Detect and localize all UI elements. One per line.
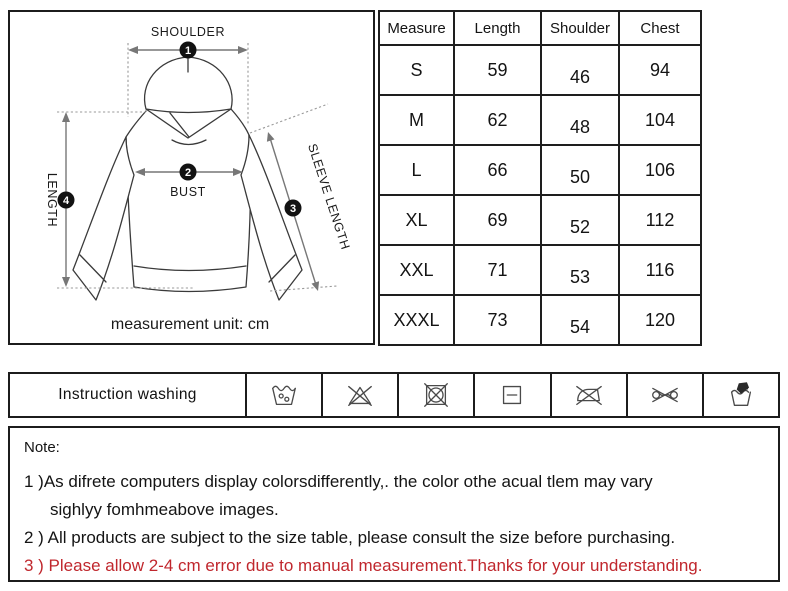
length-value: 73 (454, 295, 541, 345)
header-shoulder: Shoulder (541, 11, 619, 45)
washing-cell (628, 374, 704, 416)
note-line-1-continued: sighlyy fomhmeabove images. (50, 500, 279, 519)
chest-value: 106 (619, 145, 701, 195)
washing-instructions-label: Instruction washing (10, 374, 247, 416)
note-title: Note: (24, 439, 60, 456)
measurement-unit-label: measurement unit: cm (110, 316, 270, 333)
shoulder-value: 46 (541, 45, 619, 95)
header-measure: Measure (379, 11, 454, 45)
hoodie-diagram-svg (10, 12, 373, 343)
washing-cell (552, 374, 628, 416)
size-table-header-row (379, 11, 701, 45)
header-length: Length (454, 11, 541, 45)
size-table (378, 10, 702, 346)
table-row-l (379, 145, 701, 195)
notes-section (8, 426, 780, 582)
washing-cell (475, 374, 551, 416)
svg-text:4: 4 (62, 195, 70, 207)
shoulder-value: 48 (541, 95, 619, 145)
washing-cell (323, 374, 399, 416)
hand-wash-icon (725, 380, 757, 410)
dry-flat-icon (496, 380, 528, 410)
washing-cell (247, 374, 323, 416)
size-name: S (379, 45, 454, 95)
note-line-1: 1 )As difrete computers display colorsdifferently,. the color othe acual tlem may vary (24, 472, 653, 491)
shoulder-value: 54 (541, 295, 619, 345)
sleeve-length-label: SLEEVE LENGTH (305, 141, 353, 252)
note-line-3: 3 ) Please allow 2-4 cm error due to manual measurement.Thanks for your understanding. (24, 556, 703, 575)
do-not-iron-icon (573, 380, 605, 410)
length-value: 71 (454, 245, 541, 295)
size-name: XXL (379, 245, 454, 295)
size-name: L (379, 145, 454, 195)
chest-value: 94 (619, 45, 701, 95)
length-value: 69 (454, 195, 541, 245)
svg-text:1: 1 (184, 45, 192, 57)
shoulder-label: SHOULDER (150, 25, 226, 39)
do-not-bleach-icon (344, 380, 376, 410)
chest-value: 116 (619, 245, 701, 295)
bust-label: BUST (170, 185, 206, 199)
note-line-2: 2 ) All products are subject to the size table, please consult the size before purchasing. (24, 528, 676, 547)
length-value: 59 (454, 45, 541, 95)
chest-value: 104 (619, 95, 701, 145)
length-value: 66 (454, 145, 541, 195)
shoulder-value: 52 (541, 195, 619, 245)
table-row-xxl (379, 245, 701, 295)
chest-value: 120 (619, 295, 701, 345)
size-name: XXXL (379, 295, 454, 345)
do-not-wring-icon (649, 380, 681, 410)
washing-instructions-bar (8, 372, 780, 418)
shoulder-value: 50 (541, 145, 619, 195)
size-name: XL (379, 195, 454, 245)
svg-text:2: 2 (184, 167, 192, 179)
header-chest: Chest (619, 11, 701, 45)
hoodie-measurement-diagram (8, 10, 375, 345)
length-label: LENGTH (45, 172, 59, 228)
chest-value: 112 (619, 195, 701, 245)
svg-text:3: 3 (289, 203, 297, 215)
do-not-tumble-dry-icon (420, 380, 452, 410)
washing-cell (704, 374, 778, 416)
table-row-xxxl (379, 295, 701, 345)
machine-wash-icon (268, 380, 300, 410)
table-row-s (379, 45, 701, 95)
washing-cell (399, 374, 475, 416)
table-row-xl (379, 195, 701, 245)
size-name: M (379, 95, 454, 145)
length-value: 62 (454, 95, 541, 145)
table-row-m (379, 95, 701, 145)
hoodie-left-sleeve (73, 137, 134, 300)
shoulder-value: 53 (541, 245, 619, 295)
